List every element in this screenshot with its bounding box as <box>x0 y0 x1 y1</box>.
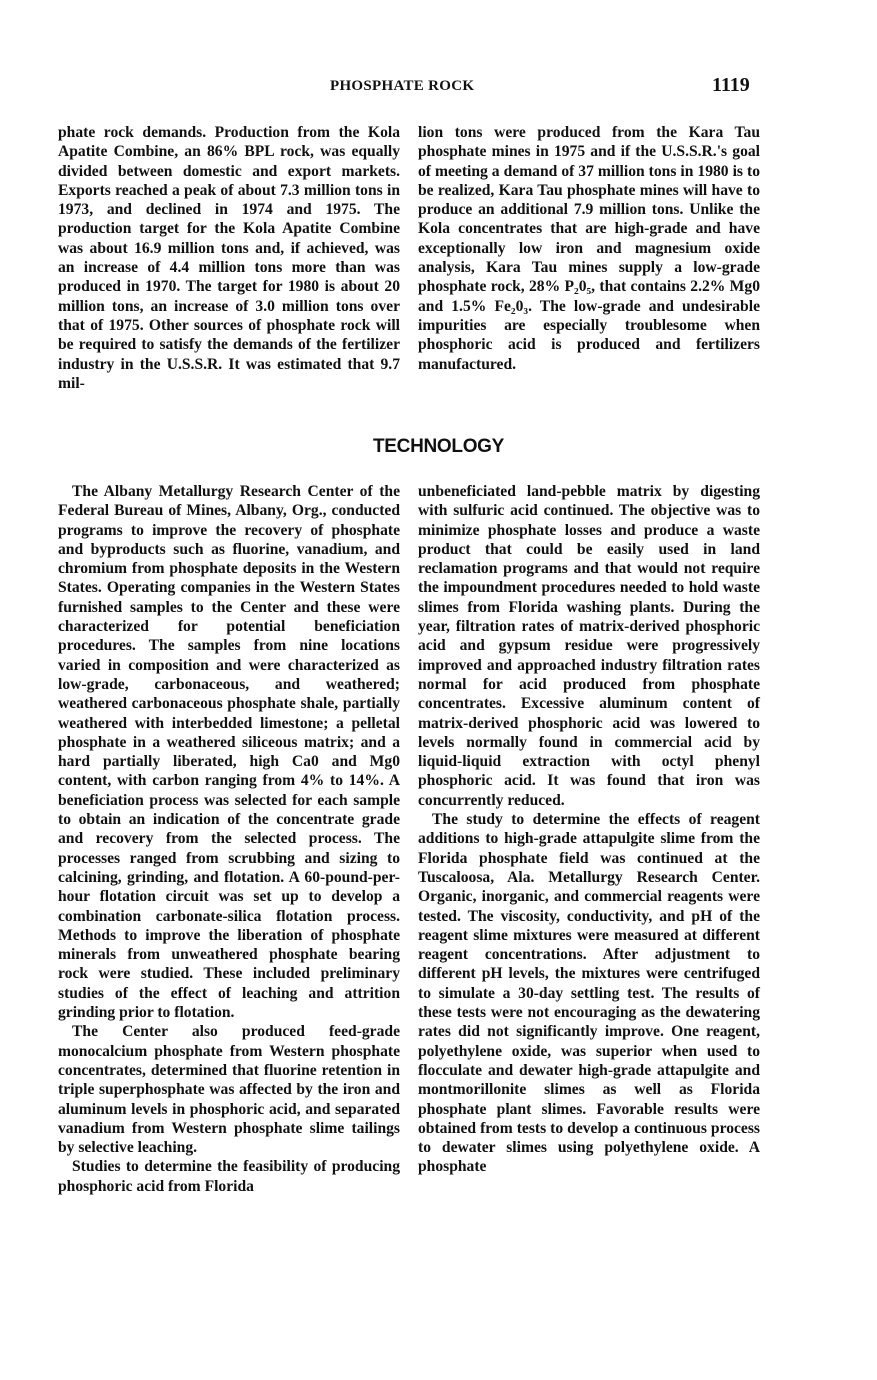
technology-left-column <box>58 482 400 1196</box>
paragraph: The study to determine the effects of reagent additions to high-grade attapulgite slime from the Florida phosphate field was continued at the Tuscaloosa, Ala. Metallurgy Research Center. Organic, inorganic, and commercial reagents were tested. The viscosity, conductivity, and pH of the reagent slime mixtures were measured at different reagent concentrations. After adjustment to different pH levels, the mixtures were centrifuged to simulate a 30-day settling test. The results of these tests were not encouraging as the dewatering rates did not significantly improve. One reagent, polyethylene oxide, was superior when used to flocculate and dewater high-grade attapulgite and montmorillonite slimes as well as Florida phosphate plant slimes. Favorable results were obtained from tests to develop a continuous process to dewater slimes using polyethylene oxide. A phosphate <box>418 811 760 1176</box>
paragraph: Studies to determine the feasibility of producing phosphoric acid from Florida <box>58 1158 400 1195</box>
technology-right-column <box>418 482 760 1177</box>
page-number: 1119 <box>712 74 750 96</box>
paragraph: The Center also produced feed-grade monocalcium phosphate from Western phosphate concentrates, determined that fluorine retention in triple superphosphate was affected by the iron and aluminum levels in phosphoric acid, and separated vanadium from Western phosphate slime tailings by selective leaching. <box>58 1023 400 1157</box>
paragraph: The Albany Metallurgy Research Center of the Federal Bureau of Mines, Albany, Org., conducted programs to improve the recovery of phosphate and byproducts such as fluorine, vanadium, and chromium from phosphate deposits in the Western States. Operating companies in the Western States furnished samples to the Center and these were characterized for potential beneficiation procedures. The samples from nine locations varied in composition and were characterized as low-grade, carbonaceous, and weathered; weathered carbonaceous phosphate shale, partially weathered with interbedded limestone; a pelletal phosphate in a weathered siliceous matrix; and a hard partially liberated, high Ca0 and Mg0 content, with carbon ranging from 4% to 14%. A beneficiation process was selected for each sample to obtain an indication of the concentrate grade and recovery from the selected process. The processes ranged from scrubbing and sizing to calcining, grinding, and flotation. A 60-pound-per-hour flotation circuit was set up to develop a combination carbonate-silica flotation process. Methods to improve the liberation of phosphate minerals from unweathered phosphate bearing rock were studied. These included preliminary studies of the effect of leaching and attrition grinding prior to flotation. <box>58 483 400 1022</box>
top-left-column <box>58 123 400 393</box>
paragraph: lion tons were produced from the Kara Tau phosphate mines in 1975 and if the U.S.S.R.'s goal of meeting a demand of 37 million tons in 1980 is to be realized, Kara Tau phosphate mines will have to produce an additional 7.9 million tons. Unlike the Kola concentrates that are high-grade and have exceptionally low iron and magnesium oxide analysis, Kara Tau mines supply a low-grade phosphate rock, 28% P₂0₅, that contains 2.2% Mg0 and 1.5% Fe₂0₃. The low-grade and undesirable impurities are especially troublesome when phosphoric acid is produced and fertilizers manufactured. <box>418 124 760 373</box>
running-head <box>0 74 877 98</box>
paragraph: phate rock demands. Production from the Kola Apatite Combine, an 86% BPL rock, was equally divided between domestic and export markets. Exports reached a peak of about 7.3 million tons in 1973, and declined in 1974 and 1975. The production target for the Kola Apatite Combine was about 16.9 million tons and, if achieved, was an increase of 4.4 million tons more than was produced in 1970. The target for 1980 is about 20 million tons, an increase of 3.0 million tons over that of 1975. Other sources of phosphate rock will be required to satisfy the demands of the fertilizer industry in the U.S.S.R. It was estimated that 9.7 mil- <box>58 124 400 392</box>
running-head-title: PHOSPHATE ROCK <box>330 78 475 94</box>
top-right-column <box>418 123 760 374</box>
section-heading: TECHNOLOGY <box>372 436 505 457</box>
paragraph: unbeneficiated land-pebble matrix by digesting with sulfuric acid continued. The objective was to minimize phosphate losses and produce a waste product that could be easily used in land reclamation programs and that would not require the impoundment procedures needed to hold waste slimes from Florida washing plants. During the year, filtration rates of matrix-derived phosphoric acid and gypsum residue were progressively improved and approached industry filtration rates normal for acid produced from phosphate concentrates. Excessive aluminum content of matrix-derived phosphoric acid was lowered to levels normally found in commercial acid by liquid-liquid extraction with octyl phenyl phosphoric acid. It was found that iron was concurrently reduced. <box>418 483 760 809</box>
